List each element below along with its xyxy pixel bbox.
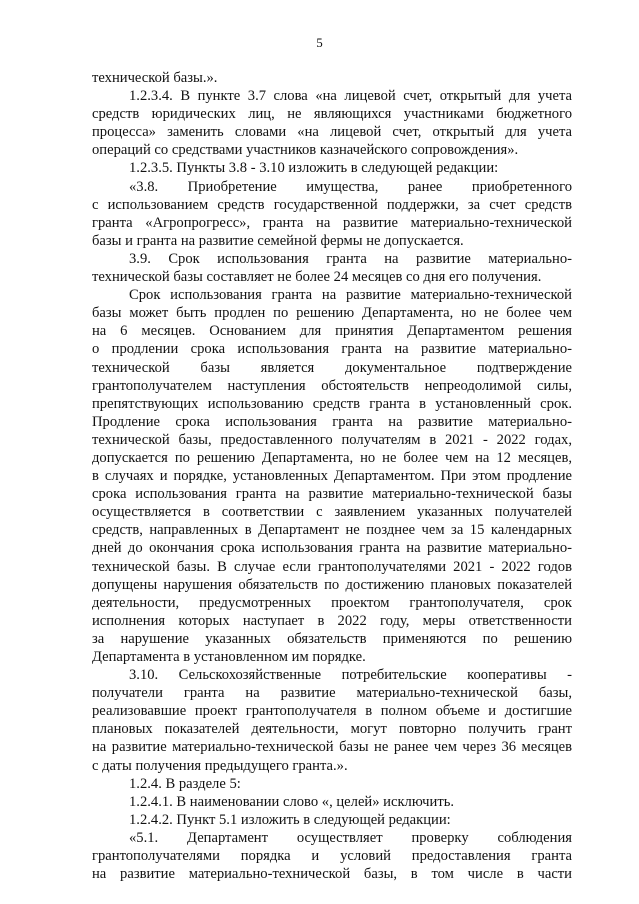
text-line: плановых показателей деятельности, могут повторно получить грант [92, 721, 572, 738]
text-line: гранта «Агропрогресс», гранта на развитие материально-технической [92, 214, 572, 231]
text-line: 3.9. Срок использования гранта на развитие материально- [129, 250, 572, 267]
text-line: технической базы.». [92, 70, 218, 86]
text-line: осуществляется в соответствии с заявлением указанных получателей [92, 504, 572, 521]
text-line: дней до окончания срока использования гранта на развитие материально- [92, 540, 572, 557]
text-line: «5.1. Департамент осуществляет проверку соблюдения [129, 829, 572, 846]
text-line: базы и гранта на развитие семейной фермы не допускается. [92, 232, 464, 249]
text-line: Департамента в установленном им порядке. [92, 649, 366, 665]
text-line: грантополучателями порядка и условий предоставления гранта [92, 848, 572, 865]
text-line: реализовавшие проект грантополучателя в полном объеме и достигшие [92, 703, 572, 720]
text-line: на развитие материально-технической базы, в том числе в части [92, 866, 572, 883]
text-line: 1.2.4.1. В наименовании слово «, целей» исключить. [129, 793, 455, 810]
text-line: 1.2.4.2. Пункт 5.1 изложить в следующей редакции: [129, 811, 451, 828]
text-line: за нарушение указанных обязательств применяются по решению [92, 630, 572, 647]
page-number: 5 [316, 35, 323, 50]
text-line: «3.8. Приобретение имущества, ранее приобретенного [129, 178, 572, 195]
text-line: Продление срока использования гранта на развитие материально- [92, 413, 572, 430]
text-line: операций со средствами участников казначейского сопровождения». [92, 142, 519, 159]
text-line: с использованием средств государственной поддержки, за счет средств [92, 196, 572, 213]
text-line: Срок использования гранта на развитие материально-технической [129, 287, 572, 304]
text-line: в случаях и порядке, установленных Департаментом. При этом продление [92, 468, 572, 485]
text-line: деятельности, предусмотренных проектом грантополучателя, срок [92, 594, 572, 611]
text-line: процесса» заменить словами «на лицевой счет, открытый для учета [92, 124, 572, 141]
text-line: на 6 месяцев. Основанием для принятия Департаментом решения [92, 323, 572, 340]
text-line: срока использования гранта на развитие материально-технической базы [92, 486, 572, 503]
text-line: 1.2.4. В разделе 5: [129, 775, 241, 792]
text-line: технической базы является документальное подтверждение [92, 359, 572, 376]
text-line: технической базы составляет не более 24 месяцев со дня его получения. [92, 269, 542, 286]
text-line: технической базы. В случае если грантополучателями 2021 - 2022 годов [92, 558, 572, 575]
text-line: на развитие материально-технической базы не ранее чем через 36 месяцев [92, 739, 572, 756]
text-line: средств юридических лиц, не являющихся участниками бюджетного [92, 106, 572, 123]
document-body [92, 69, 572, 883]
text-line: базы может быть продлен по решению Департамента, но не более чем [92, 305, 572, 322]
text-line: допускается по решению Департамента, но не более чем на 12 месяцев, [92, 449, 572, 466]
text-line: 1.2.3.5. Пункты 3.8 - 3.10 изложить в следующей редакции: [129, 160, 499, 177]
text-line: препятствующих использованию средств гранта в установленный срок. [92, 395, 572, 412]
text-line: получатели гранта на развитие материально-технической базы, [92, 685, 572, 702]
text-line: допущены нарушения обязательств по достижению плановых показателей [92, 576, 572, 593]
text-line: средств, направленных в Департамент не позднее чем за 15 календарных [92, 522, 572, 539]
text-line: с даты получения предыдущего гранта.». [92, 757, 348, 774]
text-line: о продлении срока использования гранта на развитие материально- [92, 341, 572, 358]
text-line: 1.2.3.4. В пункте 3.7 слова «на лицевой счет, открытый для учета [129, 88, 572, 105]
text-line: грантополучателем наступления обстоятельств непреодолимой силы, [92, 377, 572, 394]
text-line: исполнения которых наступает в 2022 году, меры ответственности [92, 612, 572, 629]
text-line: технической базы, предоставленного получателям в 2021 - 2022 годах, [92, 431, 572, 448]
text-line: 3.10. Сельскохозяйственные потребительские кооперативы - [129, 667, 572, 684]
